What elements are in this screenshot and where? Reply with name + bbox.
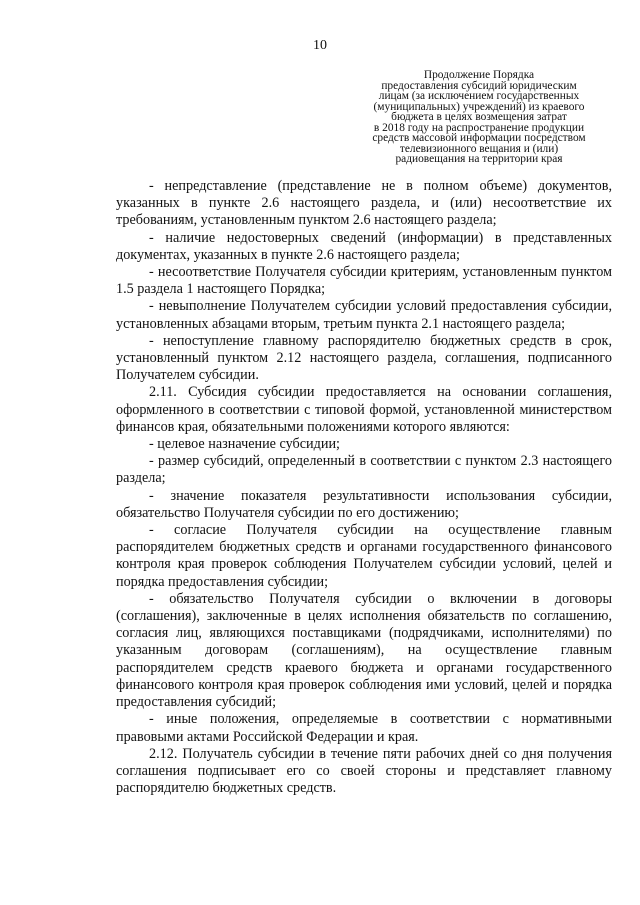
header-line: средств массовой информации посредством: [372, 132, 586, 144]
header-line: (муниципальных) учреждений) из краевого: [373, 100, 585, 113]
header-line: Продолжение Порядка: [423, 69, 535, 81]
paragraph: - целевое назначение субсидии;: [149, 436, 340, 453]
header-line: в 2018 году на распространение продукции: [373, 121, 585, 134]
document-body: [116, 178, 612, 797]
paragraph: - размер субсидий, определенный в соответствии с пунктом 2.3 настоящего раздела;: [116, 453, 612, 487]
page-number: 10: [313, 38, 327, 53]
document-header: [348, 70, 610, 165]
paragraph: - невыполнение Получателем субсидии условий предоставления субсидии, установленных абзацами вторым, третьим пункта 2.1 настоящего раздела;: [116, 298, 612, 332]
paragraph: - согласие Получателя субсидии на осуществление главным распорядителем бюджетных средств и органами государственного финансового контроля края проверок соблюдения Получателем субсидии условий, целей и порядка предоставления субсидии;: [116, 522, 612, 590]
paragraph: - непоступление главному распорядителю бюджетных средств в срок, установленный пунктом 2.12 настоящего раздела, соглашения, подписанного Получателем субсидии.: [116, 332, 612, 384]
paragraph: 2.12. Получатель субсидии в течение пяти рабочих дней со дня получения соглашения подписывает его со своей стороны и представляет главному распорядителю бюджетных средств.: [116, 745, 612, 797]
header-line: телевизионного вещания и (или): [399, 142, 559, 155]
paragraph: - значение показателя результативности использования субсидии, обязательство Получателя субсидии по его достижению;: [116, 487, 612, 521]
paragraph: 2.11. Субсидия субсидии предоставляется на основании соглашения, оформленного в соответствии с типовой формой, установленной министерством финансов края, обязательными положениями которого являются:: [116, 384, 612, 435]
paragraph: - несоответствие Получателя субсидии критериям, установленным пунктом 1.5 раздела 1 настоящего Порядка;: [116, 264, 612, 298]
paragraph: - обязательство Получателя субсидии о включении в договоры (соглашения), заключенные в целях исполнения обязательств по соглашению, согласия лиц, являющихся поставщиками (подрядчиками, исполнителями) по указанным договорам (соглашениям), на осуществление главным распорядителем средств краевого бюджета и органами государственного финансового контроля края проверок соблюдения ими условий, целей и порядка предоставления субсидий;: [116, 590, 612, 711]
header-line: радиовещания на территории края: [395, 153, 563, 165]
header-line: предоставления субсидий юридическим: [381, 79, 577, 92]
header-line: бюджета в целях возмещения затрат: [391, 111, 567, 123]
paragraph: - иные положения, определяемые в соответствии с нормативными правовыми актами Российской Федерации и края.: [116, 711, 612, 745]
paragraph: - непредставление (представление не в полном объеме) документов, указанных в пункте 2.6 настоящего раздела, и (или) несоответствие их требованиям, установленным пунктом 2.6 настоящего раздела;: [116, 178, 612, 229]
header-line: лицам (за исключением государственных: [378, 90, 580, 102]
paragraph: - наличие недостоверных сведений (информации) в представленных документах, указанных в пункте 2.6 настоящего раздела;: [116, 229, 612, 263]
